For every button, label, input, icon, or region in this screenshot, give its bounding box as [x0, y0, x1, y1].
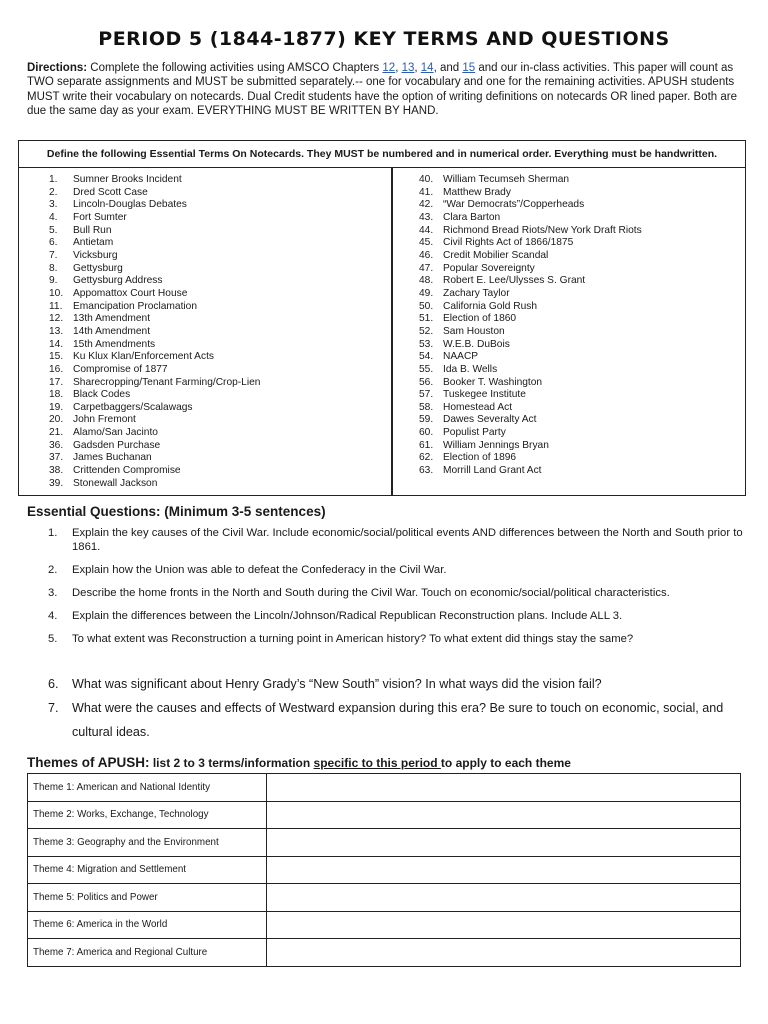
- theme-label: Theme 3: Geography and the Environment: [28, 829, 267, 857]
- theme-label: Theme 4: Migration and Settlement: [28, 856, 267, 884]
- term-text: Robert E. Lee/Ulysses S. Grant: [443, 275, 586, 287]
- question-text: Explain the key causes of the Civil War. Include economic/social/political events AND differences between the North and South prior to 1861.: [72, 527, 743, 554]
- question-text: Describe the home fronts in the North and South during the Civil War. Touch on economic/social/political characteristics.: [72, 587, 670, 599]
- term-text: Booker T. Washington: [443, 376, 543, 388]
- term-text: Stonewall Jackson: [73, 477, 158, 489]
- term-number: 12.: [49, 313, 64, 325]
- term-number: 3.: [49, 199, 58, 211]
- term-number: 37.: [49, 452, 64, 464]
- term-item: [49, 288, 389, 301]
- term-item: [49, 377, 389, 390]
- theme-answer-cell[interactable]: [267, 829, 741, 857]
- term-text: 13th Amendment: [73, 313, 151, 325]
- term-number: 40.: [419, 174, 434, 185]
- term-number: 7.: [49, 249, 58, 261]
- term-item: [419, 364, 739, 377]
- term-item: [419, 288, 739, 301]
- term-text: Emancipation Proclamation: [73, 300, 198, 312]
- question-number: 2.: [48, 564, 58, 576]
- themes-heading-part: to apply to each theme: [440, 756, 571, 770]
- term-text: James Buchanan: [73, 452, 152, 464]
- term-number: 53.: [419, 338, 434, 350]
- themes-heading-underlined: specific to this period: [313, 756, 441, 770]
- term-number: 9.: [49, 275, 58, 287]
- themes-heading-main: Themes of APUSH:: [27, 755, 150, 770]
- term-text: Lincoln-Douglas Debates: [73, 199, 187, 211]
- term-item: [419, 187, 739, 200]
- theme-label: Theme 5: Politics and Power: [28, 884, 267, 912]
- term-item: [49, 414, 389, 427]
- question-text: Explain how the Union was able to defeat the Confederacy in the Civil War.: [72, 564, 447, 576]
- question-number: 3.: [48, 587, 58, 599]
- theme-row: [28, 911, 741, 939]
- themes-heading-part: list 2 to 3 terms/information: [149, 756, 314, 770]
- term-number: 15.: [49, 351, 64, 363]
- term-number: 39.: [49, 477, 64, 489]
- term-item: [49, 263, 389, 276]
- term-number: 51.: [419, 313, 434, 325]
- term-number: 48.: [419, 275, 434, 287]
- terms-list-left: [49, 174, 389, 490]
- term-number: 59.: [419, 414, 434, 426]
- term-item: [419, 250, 739, 263]
- term-item: [49, 351, 389, 364]
- term-number: 61.: [419, 439, 434, 451]
- term-text: Compromise of 1877: [73, 363, 168, 375]
- term-number: 60.: [419, 427, 434, 439]
- term-text: Clara Barton: [443, 211, 501, 223]
- term-number: 5.: [49, 224, 58, 236]
- theme-answer-cell[interactable]: [267, 801, 741, 829]
- themes-heading-sub: [150, 756, 571, 770]
- question-number: 6.: [48, 677, 59, 691]
- term-number: 17.: [49, 376, 64, 388]
- essential-question-item: [48, 563, 748, 577]
- term-number: 49.: [419, 287, 434, 299]
- term-number: 58.: [419, 401, 434, 413]
- essential-question-item: [48, 632, 748, 646]
- term-text: Crittenden Compromise: [73, 465, 181, 477]
- term-text: 15th Amendments: [73, 338, 156, 350]
- term-number: 46.: [419, 249, 434, 261]
- theme-answer-cell[interactable]: [267, 884, 741, 912]
- term-text: Morrill Land Grant Act: [443, 465, 542, 477]
- term-text: Black Codes: [73, 389, 131, 401]
- term-number: 43.: [419, 211, 434, 223]
- directions-paragraph: [27, 61, 743, 119]
- theme-row: [28, 939, 741, 967]
- term-item: [419, 313, 739, 326]
- theme-answer-cell[interactable]: [267, 774, 741, 802]
- question-number: 7.: [48, 701, 59, 715]
- term-text: William Jennings Bryan: [443, 439, 549, 451]
- theme-row: [28, 829, 741, 857]
- term-text: Election of 1860: [443, 313, 517, 325]
- term-item: [419, 326, 739, 339]
- essential-question-item: [48, 609, 748, 623]
- term-text: NAACP: [443, 351, 479, 363]
- term-text: Gadsden Purchase: [73, 439, 161, 451]
- term-number: 2.: [49, 186, 58, 198]
- term-number: 57.: [419, 389, 434, 401]
- term-text: 14th Amendment: [73, 325, 151, 337]
- essential-question-item: [48, 696, 748, 744]
- term-number: 8.: [49, 262, 58, 274]
- essential-question-item: [48, 526, 748, 555]
- term-item: [49, 313, 389, 326]
- term-number: 55.: [419, 363, 434, 375]
- theme-answer-cell[interactable]: [267, 939, 741, 967]
- term-text: Sharecropping/Tenant Farming/Crop-Lien: [73, 376, 261, 388]
- term-item: [49, 465, 389, 478]
- term-number: 50.: [419, 300, 434, 312]
- term-text: Vicksburg: [73, 249, 118, 261]
- term-text: John Fremont: [73, 414, 136, 426]
- term-item: [419, 301, 739, 314]
- term-text: Civil Rights Act of 1866/1875: [443, 237, 574, 249]
- term-text: Carpetbaggers/Scalawags: [73, 401, 193, 413]
- term-item: [49, 326, 389, 339]
- terms-column-divider: [391, 168, 393, 496]
- directions-label: Directions:: [27, 62, 88, 74]
- term-item: [49, 339, 389, 352]
- term-number: 1.: [49, 174, 58, 185]
- term-text: William Tecumseh Sherman: [443, 174, 570, 185]
- term-item: [419, 199, 739, 212]
- term-text: Zachary Taylor: [443, 287, 510, 299]
- themes-table: [27, 773, 741, 967]
- term-item: [49, 402, 389, 415]
- term-item: [419, 402, 739, 415]
- terms-table-header: Define the following Essential Terms On Notecards. They MUST be numbered and in numerical order. Everything must be handwritten.: [19, 141, 745, 168]
- term-item: [49, 250, 389, 263]
- term-number: 16.: [49, 363, 64, 375]
- term-item: [419, 275, 739, 288]
- term-text: Sam Houston: [443, 325, 505, 337]
- theme-label: Theme 6: America in the World: [28, 911, 267, 939]
- directions-sep: ,: [395, 62, 402, 74]
- term-text: Popular Sovereignty: [443, 262, 535, 274]
- chapter-12-link[interactable]: 12: [382, 62, 396, 74]
- term-number: 11.: [49, 300, 63, 312]
- themes-heading: [27, 755, 571, 770]
- directions-sep: , and: [433, 62, 463, 74]
- term-item: [49, 199, 389, 212]
- term-text: Matthew Brady: [443, 186, 511, 198]
- term-item: [49, 389, 389, 402]
- term-text: Antietam: [73, 237, 114, 249]
- term-number: 10.: [49, 287, 64, 299]
- term-item: [419, 452, 739, 465]
- term-item: [419, 339, 739, 352]
- term-number: 63.: [419, 465, 434, 477]
- term-item: [49, 212, 389, 225]
- essential-question-item: [48, 672, 748, 696]
- term-item: [49, 275, 389, 288]
- term-text: Ku Klux Klan/Enforcement Acts: [73, 351, 214, 363]
- term-number: 44.: [419, 224, 434, 236]
- essential-question-item: [48, 586, 748, 600]
- term-item: [419, 389, 739, 402]
- term-number: 42.: [419, 199, 434, 211]
- term-number: 52.: [419, 325, 434, 337]
- term-item: [49, 301, 389, 314]
- theme-answer-cell[interactable]: [267, 911, 741, 939]
- term-item: [419, 377, 739, 390]
- term-number: 14.: [49, 338, 64, 350]
- term-item: [419, 414, 739, 427]
- term-text: Dred Scott Case: [73, 186, 148, 198]
- term-text: Dawes Severalty Act: [443, 414, 537, 426]
- term-text: Sumner Brooks Incident: [73, 174, 182, 185]
- term-item: [419, 440, 739, 453]
- chapter-13-link[interactable]: 13: [401, 62, 415, 74]
- term-number: 19.: [49, 401, 64, 413]
- term-text: Populist Party: [443, 427, 506, 439]
- term-number: 36.: [49, 439, 64, 451]
- term-text: Homestead Act: [443, 401, 513, 413]
- question-number: 5.: [48, 633, 58, 645]
- term-number: 18.: [49, 389, 64, 401]
- term-text: W.E.B. DuBois: [443, 338, 510, 350]
- question-text: Explain the differences between the Lincoln/Johnson/Radical Republican Reconstruction plans. Include ALL 3.: [72, 610, 623, 622]
- term-text: Appomattox Court House: [73, 287, 188, 299]
- term-number: 41.: [419, 186, 434, 198]
- term-item: [49, 440, 389, 453]
- question-text: To what extent was Reconstruction a turning point in American history? To what extent did things stay the same?: [72, 633, 634, 645]
- term-number: 56.: [419, 376, 434, 388]
- term-text: Bull Run: [73, 224, 112, 236]
- term-text: California Gold Rush: [443, 300, 537, 312]
- terms-list-right: [419, 174, 739, 478]
- question-text: What were the causes and effects of Westward expansion during this era? Be sure to touch on economic, social, and cultural ideas.: [72, 701, 724, 739]
- term-number: 20.: [49, 414, 64, 426]
- term-text: Ida B. Wells: [443, 363, 498, 375]
- term-item: [419, 351, 739, 364]
- term-number: 21.: [49, 427, 64, 439]
- theme-row: [28, 801, 741, 829]
- term-item: [49, 364, 389, 377]
- term-number: 45.: [419, 237, 434, 249]
- term-item: [419, 174, 739, 187]
- chapter-14-link[interactable]: 14: [420, 62, 434, 74]
- question-number: 4.: [48, 610, 58, 622]
- term-text: Election of 1896: [443, 452, 517, 464]
- term-item: [49, 187, 389, 200]
- term-item: [49, 427, 389, 440]
- term-number: 62.: [419, 452, 434, 464]
- term-item: [49, 225, 389, 238]
- theme-label: Theme 2: Works, Exchange, Technology: [28, 801, 267, 829]
- term-text: Tuskegee Institute: [443, 389, 526, 401]
- term-text: Richmond Bread Riots/New York Draft Riots: [443, 224, 642, 236]
- term-item: [419, 237, 739, 250]
- question-number: 1.: [48, 527, 58, 539]
- term-number: 4.: [49, 211, 58, 223]
- term-item: [419, 427, 739, 440]
- term-text: Alamo/San Jacinto: [73, 427, 158, 439]
- term-text: Gettysburg Address: [73, 275, 163, 287]
- term-number: 47.: [419, 262, 434, 274]
- question-text: What was significant about Henry Grady’s “New South” vision? In what ways did the vision fail?: [72, 677, 602, 691]
- essential-questions-heading: Essential Questions: (Minimum 3-5 sentences): [27, 504, 326, 519]
- term-text: Gettysburg: [73, 262, 123, 274]
- theme-row: [28, 774, 741, 802]
- theme-label: Theme 7: America and Regional Culture: [28, 939, 267, 967]
- term-item: [419, 212, 739, 225]
- theme-row: [28, 856, 741, 884]
- term-item: [419, 263, 739, 276]
- term-number: 38.: [49, 465, 64, 477]
- essential-terms-table: [18, 140, 746, 496]
- directions-sep: ,: [414, 62, 421, 74]
- theme-answer-cell[interactable]: [267, 856, 741, 884]
- theme-label: Theme 1: American and National Identity: [28, 774, 267, 802]
- chapter-15-link[interactable]: 15: [462, 62, 476, 74]
- term-text: Fort Sumter: [73, 211, 127, 223]
- term-number: 6.: [49, 237, 58, 249]
- term-item: [49, 478, 389, 491]
- term-item: [419, 225, 739, 238]
- directions-text-2: and our in-class activities. This paper will count as TWO separate assignments and MUST be submitted separately.-- one for vocabulary and one for the remaining activities. APUSH students MUST write their vocabulary on notecards. Dual Credit students have the option of writing definitions on notecards OR lined paper. Both are due the same day as your exam. EVERYTHING MUST BE WRITTEN BY HAND.: [27, 62, 737, 118]
- term-item: [49, 174, 389, 187]
- directions-text-1: Complete the following activities using AMSCO Chapters: [87, 62, 383, 74]
- term-number: 54.: [419, 351, 434, 363]
- term-item: [49, 237, 389, 250]
- term-item: [49, 452, 389, 465]
- page-title: PERIOD 5 (1844-1877) KEY TERMS AND QUESTIONS: [98, 28, 670, 50]
- term-text: “War Democrats”/Copperheads: [443, 199, 585, 211]
- term-item: [419, 465, 739, 478]
- theme-row: [28, 884, 741, 912]
- term-text: Credit Mobilier Scandal: [443, 249, 549, 261]
- term-number: 13.: [49, 325, 64, 337]
